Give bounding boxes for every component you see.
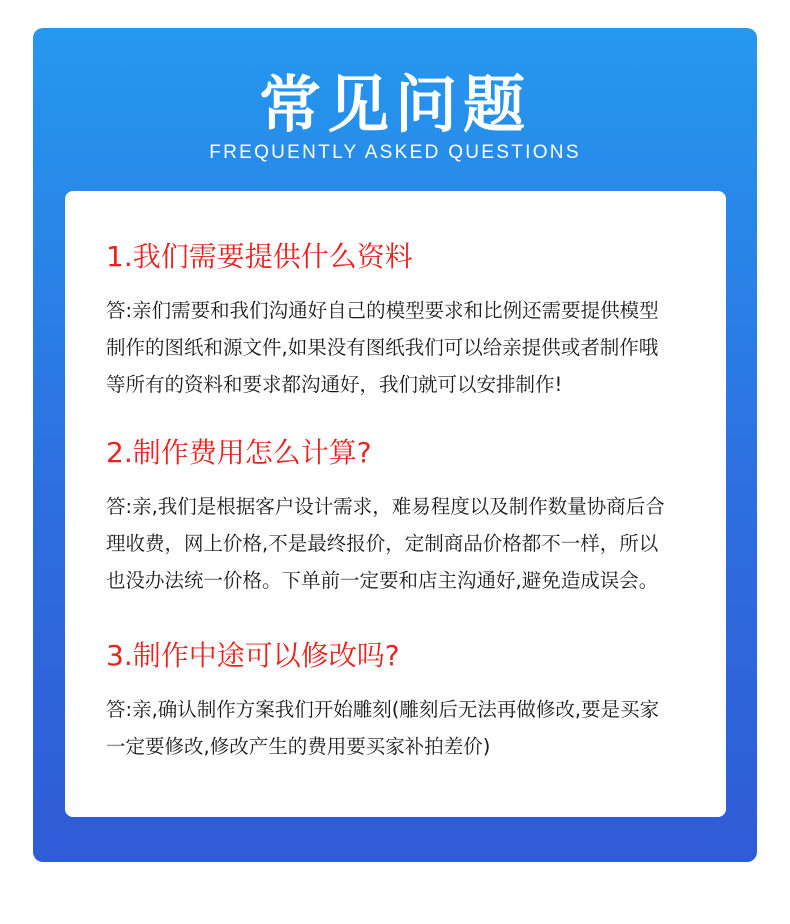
- faq-answer-1-line-3: 等所有的资料和要求都沟通好，我们就可以安排制作!: [106, 373, 563, 396]
- faq-question-3: 3.制作中途可以修改吗?: [106, 639, 400, 672]
- faq-answer-3: [106, 691, 706, 765]
- faq-answer-3-line-2: 一定要修改,修改产生的费用要买家补拍差价): [106, 735, 491, 758]
- page-subtitle: FREQUENTLY ASKED QUESTIONS: [209, 142, 581, 163]
- faq-answer-2-line-1: 答:亲,我们是根据客户设计需求，难易程度以及制作数量协商后合: [106, 495, 665, 518]
- faq-answer-2-line-3: 也没办法统一价格。下单前一定要和店主沟通好,避免造成误会。: [106, 569, 659, 592]
- faq-answer-1: [106, 292, 706, 403]
- faq-card: [65, 191, 726, 817]
- faq-answer-3-line-1: 答:亲,确认制作方案我们开始雕刻(雕刻后无法再做修改,要是买家: [106, 698, 660, 721]
- faq-question-1: 1.我们需要提供什么资料: [106, 240, 413, 273]
- page-title: 常见问题: [258, 68, 531, 141]
- faq-question-2: 2.制作费用怎么计算?: [106, 436, 372, 469]
- faq-answer-1-line-1: 答:亲们需要和我们沟通好自己的模型要求和比例还需要提供模型: [106, 299, 659, 322]
- faq-answer-2: [106, 488, 706, 599]
- faq-answer-1-line-2: 制作的图纸和源文件,如果没有图纸我们可以给亲提供或者制作哦: [106, 336, 659, 359]
- faq-answer-2-line-2: 理收费，网上价格,不是最终报价，定制商品价格都不一样，所以: [106, 532, 659, 555]
- faq-panel: [33, 28, 757, 862]
